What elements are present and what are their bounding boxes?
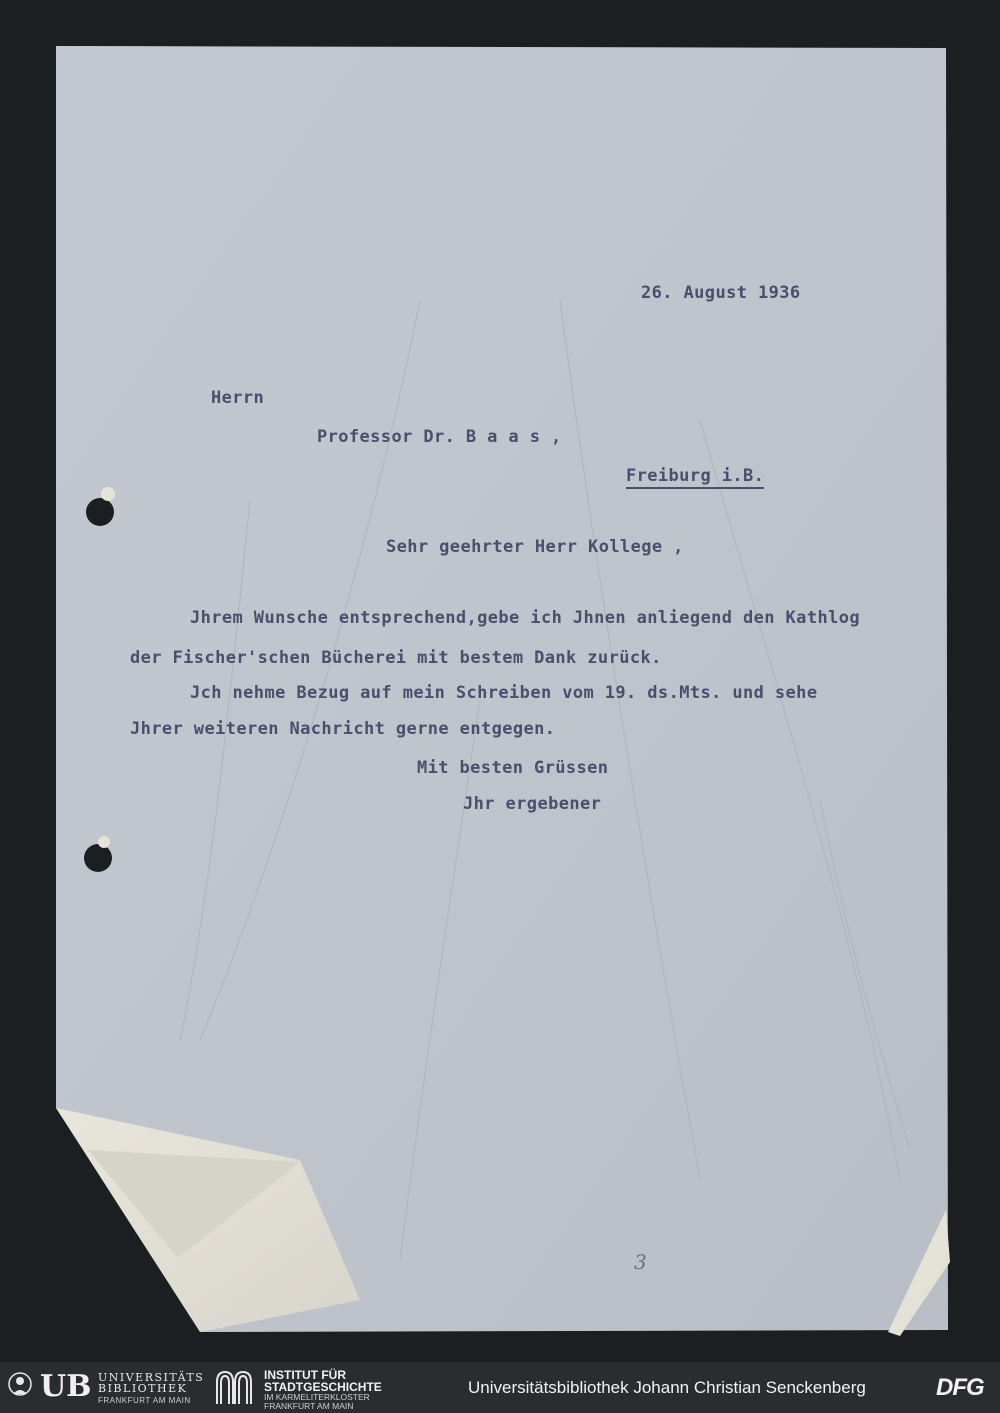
ub-logo-letters: UB — [40, 1369, 92, 1404]
body-line: der Fischer'schen Bücherei mit bestem Dank zurück. — [130, 648, 662, 668]
ub-line-1: UNIVERSITÄTS — [98, 1371, 205, 1384]
letter-signature: Jhr ergebener — [463, 794, 602, 814]
inst-line-3: IM KARMELITERKLOSTER — [264, 1392, 370, 1402]
footer-bar — [0, 1362, 1000, 1413]
inst-line-1: INSTITUT FÜR — [264, 1368, 346, 1382]
ub-logo-text — [98, 1372, 204, 1394]
addressee-salutation: Herrn — [211, 388, 265, 408]
library-title: Universitätsbibliothek Johann Christian Senckenberg — [468, 1378, 866, 1397]
ub-line-2: BIBLIOTHEK — [98, 1382, 188, 1395]
ub-line-3: FRANKFURT AM MAIN — [98, 1396, 191, 1405]
institute-logo-text — [264, 1369, 382, 1393]
addressee-name: Professor Dr. B a a s , — [317, 427, 562, 447]
institute-sub-text — [264, 1393, 370, 1411]
inst-line-2: STADTGESCHICHTE — [264, 1380, 382, 1394]
institute-arches-icon — [213, 1368, 253, 1406]
addressee-city: Freiburg i.B. — [626, 466, 764, 489]
letter-greeting: Sehr geehrter Herr Kollege , — [386, 537, 684, 557]
page-number: 3 — [634, 1250, 647, 1274]
punch-hole-top — [86, 498, 114, 526]
body-line: Jhrem Wunsche entsprechend,gebe ich Jhnen anliegend den Kathlog — [190, 608, 860, 628]
body-line: Jhrer weiteren Nachricht gerne entgegen. — [130, 719, 556, 739]
letter-closing: Mit besten Grüssen — [417, 758, 609, 778]
inst-line-4: FRANKFURT AM MAIN — [264, 1401, 354, 1411]
ub-seal-icon — [6, 1370, 34, 1404]
punch-hole-bottom — [84, 844, 112, 872]
letter-date: 26. August 1936 — [641, 283, 801, 303]
body-line: Jch nehme Bezug auf mein Schreiben vom 19. ds.Mts. und sehe — [190, 683, 818, 703]
dfg-logo: DFG — [936, 1374, 984, 1401]
